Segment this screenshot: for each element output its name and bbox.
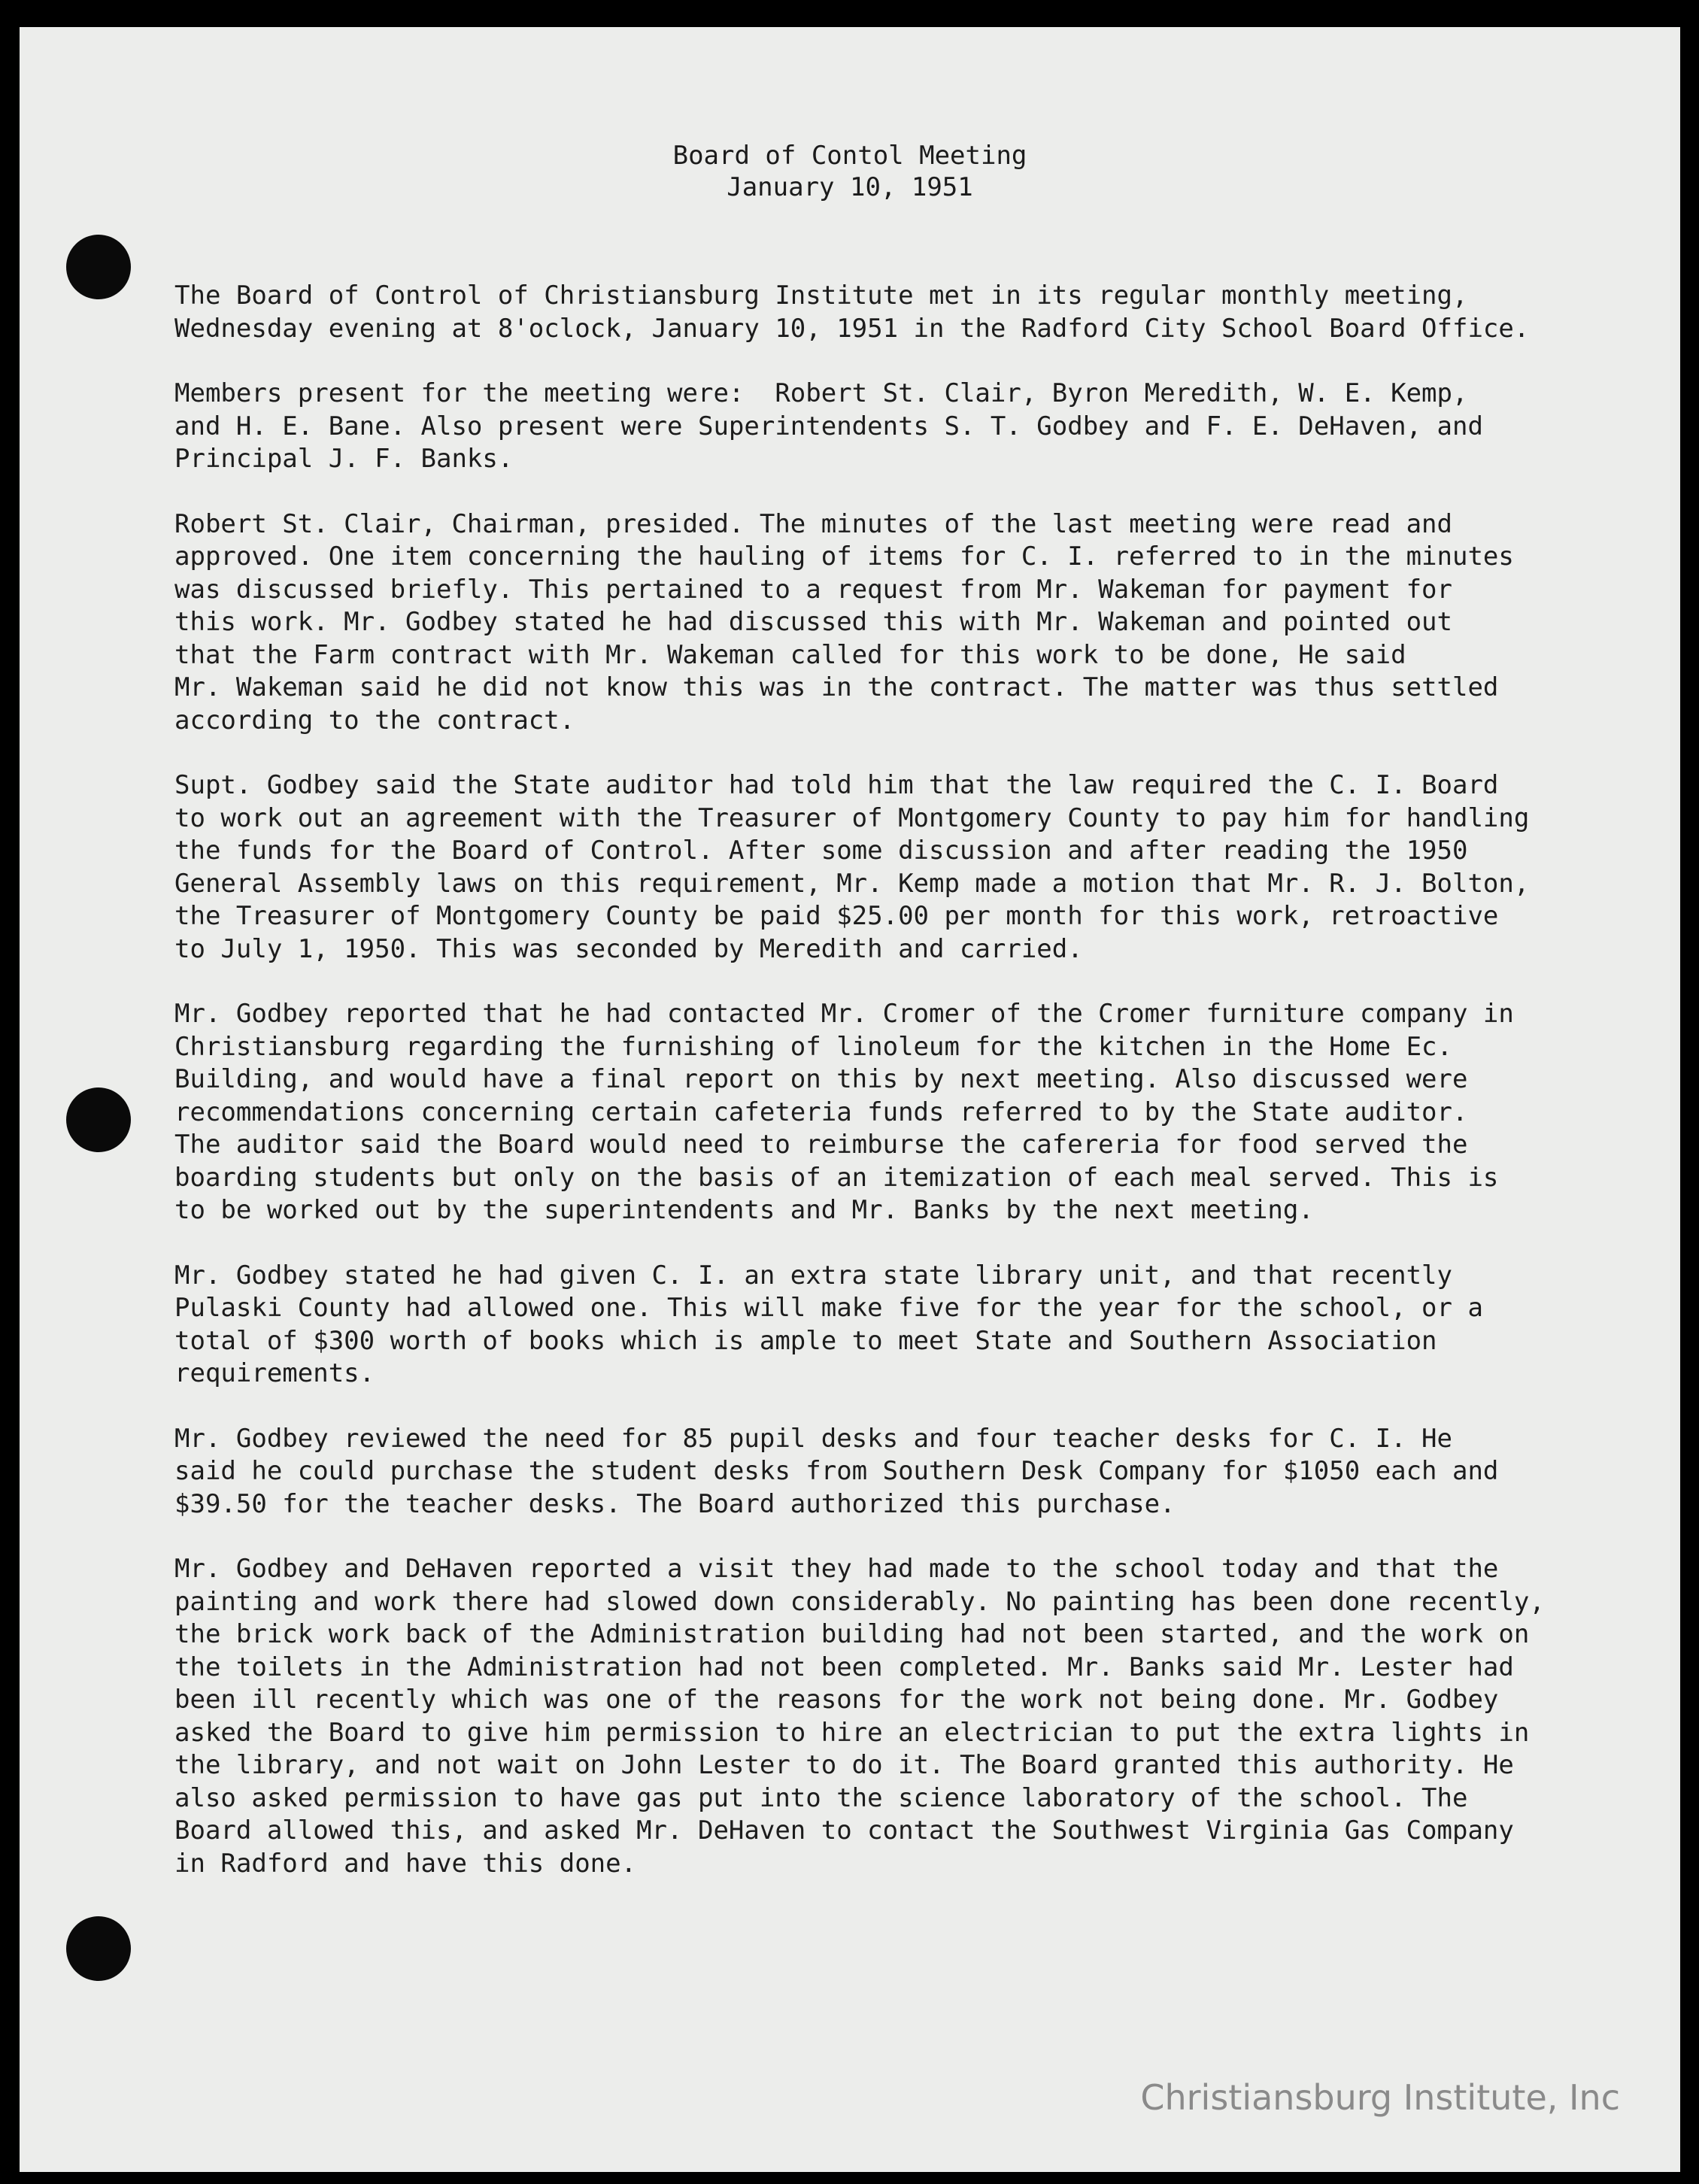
text-line: Mr. Godbey reviewed the need for 85 pupil desks and four teacher desks for C. I. He bbox=[174, 1423, 1452, 1454]
text-line: according to the contract. bbox=[174, 705, 575, 736]
text-line: Supt. Godbey said the State auditor had told him that the law required the C. I. Board bbox=[174, 770, 1499, 800]
text-line: Wednesday evening at 8'oclock, January 10, 1951 in the Radford City School Board Office. bbox=[174, 313, 1530, 344]
text-line: boarding students but only on the basis of an itemization of each meal served. This is bbox=[174, 1162, 1499, 1193]
paragraph bbox=[174, 1423, 1649, 1521]
text-line: approved. One item concerning the hauling of items for C. I. referred to in the minutes bbox=[174, 541, 1514, 572]
text-line: General Assembly laws on this requirement, Mr. Kemp made a motion that Mr. R. J. Bolton, bbox=[174, 868, 1530, 899]
punch-hole-top bbox=[66, 235, 131, 299]
document-title: Board of Contol Meeting bbox=[672, 141, 1027, 171]
text-line: was discussed briefly. This pertained to a request from Mr. Wakeman for payment for bbox=[174, 574, 1452, 605]
document-page bbox=[20, 27, 1680, 2172]
paragraph bbox=[174, 280, 1649, 345]
paragraph bbox=[174, 1260, 1649, 1391]
text-line: Pulaski County had allowed one. This will make five for the year for the school, or a bbox=[174, 1293, 1483, 1323]
paragraph bbox=[174, 378, 1649, 476]
text-line: recommendations concerning certain cafeteria funds referred to by the State auditor. bbox=[174, 1097, 1468, 1127]
text-line: asked the Board to give him permission to hire an electrician to put the extra lights in bbox=[174, 1717, 1530, 1748]
text-line: Mr. Godbey reported that he had contacted Mr. Cromer of the Cromer furniture company in bbox=[174, 999, 1514, 1029]
text-line: Building, and would have a final report on this by next meeting. Also discussed were bbox=[174, 1064, 1468, 1094]
text-line: the library, and not wait on John Lester to do it. The Board granted this authority. He bbox=[174, 1750, 1514, 1780]
text-line: $39.50 for the teacher desks. The Board authorized this purchase. bbox=[174, 1488, 1176, 1519]
text-line: Principal J. F. Banks. bbox=[174, 444, 514, 474]
text-line: to July 1, 1950. This was seconded by Meredith and carried. bbox=[174, 933, 1083, 964]
text-line: painting and work there had slowed down considerably. No painting has been done recently, bbox=[174, 1586, 1545, 1617]
text-line: the Treasurer of Montgomery County be paid $25.00 per month for this work, retroactive bbox=[174, 901, 1499, 931]
minutes-body bbox=[174, 280, 1649, 1913]
text-line: Robert St. Clair, Chairman, presided. The minutes of the last meeting were read and bbox=[174, 508, 1452, 539]
text-line: Members present for the meeting were: Robert St. Clair, Byron Meredith, W. E. Kemp, bbox=[174, 378, 1468, 408]
text-line: this work. Mr. Godbey stated he had discussed this with Mr. Wakeman and pointed out bbox=[174, 607, 1452, 637]
document-heading bbox=[20, 140, 1680, 203]
text-line: Board allowed this, and asked Mr. DeHaven to contact the Southwest Virginia Gas Company bbox=[174, 1815, 1514, 1846]
paragraph bbox=[174, 769, 1649, 966]
text-line: the toilets in the Administration had not been completed. Mr. Banks said Mr. Lester had bbox=[174, 1652, 1514, 1682]
text-line: total of $300 worth of books which is ample to meet State and Southern Association bbox=[174, 1325, 1437, 1356]
text-line: The Board of Control of Christiansburg Institute met in its regular monthly meeting, bbox=[174, 281, 1468, 311]
watermark: Christiansburg Institute, Inc bbox=[1140, 2077, 1620, 2118]
text-line: to be worked out by the superintendents and Mr. Banks by the next meeting. bbox=[174, 1195, 1314, 1225]
paragraph bbox=[174, 1553, 1649, 1880]
text-line: Christiansburg regarding the furnishing of linoleum for the kitchen in the Home Ec. bbox=[174, 1031, 1452, 1062]
text-line: and H. E. Bane. Also present were Superintendents S. T. Godbey and F. E. DeHaven, and bbox=[174, 411, 1483, 441]
text-line: to work out an agreement with the Treasurer of Montgomery County to pay him for handling bbox=[174, 802, 1530, 833]
text-line: also asked permission to have gas put into the science laboratory of the school. The bbox=[174, 1782, 1468, 1813]
text-line: in Radford and have this done. bbox=[174, 1848, 637, 1879]
text-line: the brick work back of the Administration building had not been started, and the work on bbox=[174, 1619, 1530, 1649]
text-line: Mr. Wakeman said he did not know this was in the contract. The matter was thus settled bbox=[174, 672, 1499, 702]
text-line: Mr. Godbey stated he had given C. I. an extra state library unit, and that recently bbox=[174, 1260, 1452, 1291]
text-line: been ill recently which was one of the reasons for the work not being done. Mr. Godbey bbox=[174, 1685, 1499, 1715]
paragraph bbox=[174, 508, 1649, 738]
text-line: that the Farm contract with Mr. Wakeman called for this work to be done, He said bbox=[174, 639, 1406, 670]
text-line: requirements. bbox=[174, 1358, 375, 1388]
punch-hole-bottom bbox=[66, 1916, 131, 1981]
text-line: said he could purchase the student desks from Southern Desk Company for $1050 each and bbox=[174, 1456, 1499, 1486]
text-line: Mr. Godbey and DeHaven reported a visit they had made to the school today and that the bbox=[174, 1554, 1499, 1584]
document-date: January 10, 1951 bbox=[727, 172, 973, 202]
text-line: The auditor said the Board would need to reimburse the cafereria for food served the bbox=[174, 1130, 1468, 1160]
paragraph bbox=[174, 998, 1649, 1227]
punch-hole-middle bbox=[66, 1087, 131, 1152]
text-line: the funds for the Board of Control. After some discussion and after reading the 1950 bbox=[174, 836, 1468, 866]
